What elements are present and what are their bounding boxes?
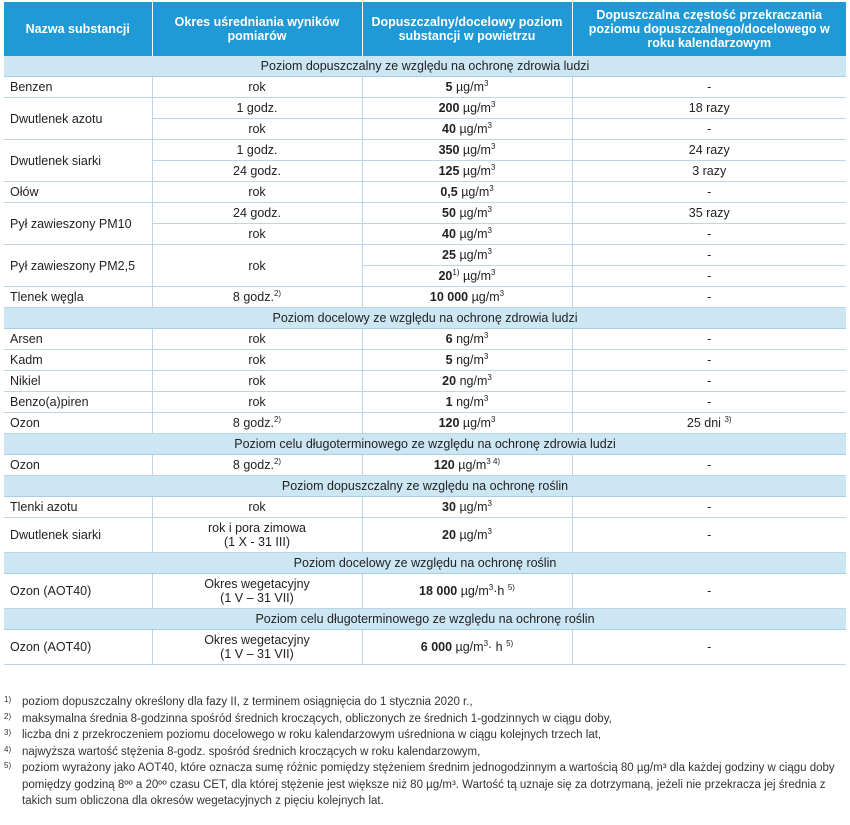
level-value xyxy=(362,413,572,434)
period-line: (1 V – 31 VII) xyxy=(220,647,294,661)
averaging-period: rok xyxy=(152,182,362,203)
footnote-ref: 2) xyxy=(273,288,282,298)
footnote-text: poziom dopuszczalny określony dla fazy II, z terminem osiągnięcia do 1 stycznia 2020 r., xyxy=(22,696,473,708)
level-unit: µg/m xyxy=(460,584,489,598)
level-unit: µg/m xyxy=(459,500,488,514)
level-unit: µg/m xyxy=(459,227,488,241)
level-value xyxy=(362,98,572,119)
footnote xyxy=(4,727,840,744)
period-text: 8 godz. xyxy=(232,416,274,430)
level-number: 50 xyxy=(442,206,456,220)
level-number: 0,5 xyxy=(440,185,458,199)
table-row xyxy=(4,630,846,665)
frequency-text: 25 dni xyxy=(686,416,721,430)
substance-name: Nikiel xyxy=(4,371,152,392)
table-row xyxy=(4,350,846,371)
level-value xyxy=(362,266,572,287)
footnote-ref: 2) xyxy=(273,414,282,424)
unit-exponent: 3 xyxy=(490,141,496,151)
averaging-period xyxy=(152,413,362,434)
exceedance-frequency: - xyxy=(572,182,846,203)
unit-exponent: 3 xyxy=(489,183,494,193)
level-number: 5 xyxy=(445,353,453,367)
footnote-ref: 5) xyxy=(507,582,515,592)
level-unit: µg/m xyxy=(462,164,491,178)
level-number: 6 000 xyxy=(420,640,453,654)
unit-exponent: 3 xyxy=(499,288,505,298)
averaging-period: 1 godz. xyxy=(152,140,362,161)
section-row xyxy=(4,609,846,630)
section-title: Poziom celu długoterminowego ze względu na ochronę roślin xyxy=(4,609,846,630)
exceedance-frequency: - xyxy=(572,630,846,665)
level-number: 350 xyxy=(438,143,460,157)
exceedance-frequency: 24 razy xyxy=(572,140,846,161)
level-number: 120 xyxy=(438,416,460,430)
level-unit: µg/m xyxy=(455,640,484,654)
substance-name: Benzo(a)piren xyxy=(4,392,152,413)
header-exceedance-frequency: Dopuszczalna częstość przekraczania poziomu dopuszczalnego/docelowego w roku kalendarzowym xyxy=(572,2,846,56)
table-row xyxy=(4,98,846,119)
level-unit: ng/m xyxy=(456,332,484,346)
level-unit: µg/m xyxy=(462,143,491,157)
level-value xyxy=(362,574,572,609)
unit-exponent: 3 xyxy=(490,99,496,109)
footnote-mark: 2) xyxy=(4,711,12,721)
level-unit: µg/m xyxy=(459,206,488,220)
averaging-period: rok xyxy=(152,497,362,518)
level-unit: µg/m xyxy=(462,416,491,430)
exceedance-frequency: 18 razy xyxy=(572,98,846,119)
table-row xyxy=(4,413,846,434)
exceedance-frequency: - xyxy=(572,574,846,609)
level-unit: µg/m xyxy=(459,528,488,542)
period-line: Okres wegetacyjny xyxy=(204,633,310,647)
averaging-period xyxy=(152,455,362,476)
footnote xyxy=(4,711,840,728)
level-unit: µg/m xyxy=(462,101,491,115)
unit-tail: ·h xyxy=(493,584,505,598)
unit-exponent: 3 xyxy=(487,498,492,508)
exceedance-frequency: - xyxy=(572,245,846,266)
level-value xyxy=(362,182,572,203)
section-title: Poziom docelowy ze względu na ochronę roślin xyxy=(4,553,846,574)
level-value xyxy=(362,119,572,140)
unit-exponent-and-footnote: 3 4) xyxy=(486,456,501,466)
level-number: 120 xyxy=(433,458,455,472)
table-row xyxy=(4,518,846,553)
section-title: Poziom docelowy ze względu na ochronę zdrowia ludzi xyxy=(4,308,846,329)
averaging-period: rok xyxy=(152,371,362,392)
level-number: 18 000 xyxy=(419,584,458,598)
exceedance-frequency: - xyxy=(572,518,846,553)
unit-exponent: 3 xyxy=(487,246,492,256)
table-row xyxy=(4,182,846,203)
exceedance-frequency: - xyxy=(572,266,846,287)
exceedance-frequency: - xyxy=(572,350,846,371)
level-value xyxy=(362,371,572,392)
exceedance-frequency: - xyxy=(572,497,846,518)
averaging-period: rok xyxy=(152,77,362,98)
section-row xyxy=(4,308,846,329)
unit-exponent: 3 xyxy=(487,120,492,130)
level-value xyxy=(362,518,572,553)
unit-exponent: 3 xyxy=(487,526,492,536)
level-number: 1 xyxy=(445,395,453,409)
footnote-ref: 1) xyxy=(452,267,460,277)
level-number: 40 xyxy=(442,227,456,241)
exceedance-frequency: - xyxy=(572,455,846,476)
level-number: 10 000 xyxy=(429,290,469,304)
level-number: 20 xyxy=(442,374,457,388)
level-number: 5 xyxy=(445,80,453,94)
exceedance-frequency: 3 razy xyxy=(572,161,846,182)
section-title: Poziom celu długoterminowego ze względu na ochronę zdrowia ludzi xyxy=(4,434,846,455)
unit-exponent: 3 xyxy=(487,204,492,214)
unit-exponent: 3 xyxy=(483,638,489,648)
period-line: rok i pora zimowa xyxy=(208,521,306,535)
footnote xyxy=(4,744,840,761)
substance-name: Arsen xyxy=(4,329,152,350)
section-row xyxy=(4,434,846,455)
level-value xyxy=(362,497,572,518)
substance-name: Ołów xyxy=(4,182,152,203)
averaging-period: 24 godz. xyxy=(152,161,362,182)
header-substance: Nazwa substancji xyxy=(4,2,152,56)
table-row xyxy=(4,140,846,161)
level-value xyxy=(362,350,572,371)
period-text: 8 godz. xyxy=(232,458,274,472)
substance-name: Pył zawieszony PM10 xyxy=(4,203,152,245)
level-value xyxy=(362,203,572,224)
footnote-mark: 5) xyxy=(4,761,12,770)
level-value xyxy=(362,224,572,245)
substance-name: Dwutlenek siarki xyxy=(4,518,152,553)
footnote-text: najwyższa wartość stężenia 8-godz. spośród średnich kroczących w roku kalendarzowym, xyxy=(22,745,481,758)
level-number: 20 xyxy=(438,269,453,283)
table-row xyxy=(4,329,846,350)
table-row xyxy=(4,392,846,413)
level-number: 200 xyxy=(438,101,460,115)
level-number: 40 xyxy=(442,122,456,136)
period-line: (1 V – 31 VII) xyxy=(220,591,294,605)
table-row xyxy=(4,77,846,98)
air-quality-standards-table xyxy=(4,2,846,665)
substance-name: Dwutlenek azotu xyxy=(4,98,152,140)
exceedance-frequency: - xyxy=(572,224,846,245)
level-unit: µg/m xyxy=(455,80,485,94)
level-number: 6 xyxy=(445,332,453,346)
substance-name: Ozon xyxy=(4,455,152,476)
exceedance-frequency: 35 razy xyxy=(572,203,846,224)
level-value xyxy=(362,161,572,182)
exceedance-frequency: - xyxy=(572,287,846,308)
level-number: 20 xyxy=(442,528,456,542)
unit-tail: · h xyxy=(488,640,503,654)
footnote-mark: 4) xyxy=(4,744,12,754)
level-unit: ng/m xyxy=(456,353,484,367)
exceedance-frequency: - xyxy=(572,371,846,392)
unit-exponent: 3 xyxy=(490,162,496,172)
unit-exponent: 3 xyxy=(488,582,494,592)
averaging-period: 1 godz. xyxy=(152,98,362,119)
substance-name: Tlenki azotu xyxy=(4,497,152,518)
level-unit: µg/m xyxy=(459,248,488,262)
table-row xyxy=(4,287,846,308)
footnote-ref: 5) xyxy=(506,638,514,648)
unit-exponent: 3 xyxy=(487,372,492,382)
averaging-period: rok xyxy=(152,119,362,140)
exceedance-frequency xyxy=(572,413,846,434)
exceedance-frequency: - xyxy=(572,392,846,413)
averaging-period: rok xyxy=(152,245,362,287)
footnote-text: maksymalna średnia 8-godzinna spośród średnich kroczących, obliczonych ze średnich 1-godzinnych w ciągu doby, xyxy=(22,712,612,725)
unit-exponent: 3 xyxy=(490,414,496,424)
footnote-text: poziom wyrażony jako AOT40, które oznacza sumę różnic pomiędzy stężeniem średnim jednogodzinnym a wartością 80 µg/m³ dla każdej godziny w ciągu doby pomiędzy godziną 8ºº a 20ºº czasu CET, dla której stężenie jest większe niż 80 µg/m³. Wartość tą uznaje się za dotrzymaną, jeżeli nie przekracza jej średnia z takich sum obliczona dla okresów wegetacyjnych z pięciu kolejnych lat. xyxy=(22,762,835,807)
footnotes xyxy=(4,694,840,810)
section-title: Poziom dopuszczalny ze względu na ochronę zdrowia ludzi xyxy=(4,56,846,77)
level-number: 25 xyxy=(442,248,456,262)
substance-name: Ozon (AOT40) xyxy=(4,630,152,665)
level-unit: ng/m xyxy=(456,395,484,409)
header-allowed-level: Dopuszczalny/docelowy poziom substancji w powietrzu xyxy=(362,2,572,56)
level-value xyxy=(362,392,572,413)
level-unit: µg/m xyxy=(461,185,490,199)
level-unit: µg/m xyxy=(459,122,488,136)
averaging-period: rok xyxy=(152,350,362,371)
level-value xyxy=(362,455,572,476)
level-value xyxy=(362,287,572,308)
level-value xyxy=(362,77,572,98)
table-row xyxy=(4,245,846,266)
substance-name: Tlenek węgla xyxy=(4,287,152,308)
exceedance-frequency: - xyxy=(572,77,846,98)
averaging-period xyxy=(152,287,362,308)
averaging-period: rok xyxy=(152,392,362,413)
substance-name: Kadm xyxy=(4,350,152,371)
unit-exponent: 3 xyxy=(484,78,489,88)
averaging-period xyxy=(152,630,362,665)
level-unit: µg/m xyxy=(463,269,492,283)
footnote xyxy=(4,760,840,810)
table-row xyxy=(4,497,846,518)
averaging-period: rok xyxy=(152,224,362,245)
unit-exponent: 3 xyxy=(483,330,489,340)
unit-exponent: 3 xyxy=(483,351,489,361)
level-unit: µg/m xyxy=(471,290,500,304)
section-row xyxy=(4,476,846,497)
substance-name: Ozon xyxy=(4,413,152,434)
period-text: 8 godz. xyxy=(232,290,274,304)
unit-exponent: 3 xyxy=(483,393,489,403)
section-row xyxy=(4,56,846,77)
exceedance-frequency: - xyxy=(572,329,846,350)
level-value xyxy=(362,140,572,161)
footnote xyxy=(4,694,840,711)
substance-name: Dwutlenek siarki xyxy=(4,140,152,182)
section-title: Poziom dopuszczalny ze względu na ochronę roślin xyxy=(4,476,846,497)
table-row xyxy=(4,455,846,476)
level-unit: µg/m xyxy=(458,458,487,472)
level-unit: ng/m xyxy=(459,374,488,388)
table-row xyxy=(4,371,846,392)
averaging-period xyxy=(152,518,362,553)
header-row xyxy=(4,2,846,56)
footnote-mark: 3) xyxy=(4,728,12,737)
unit-exponent: 3 xyxy=(491,267,496,277)
period-line: (1 X - 31 III) xyxy=(224,535,290,549)
averaging-period: 24 godz. xyxy=(152,203,362,224)
level-value xyxy=(362,630,572,665)
header-averaging-period: Okres uśredniania wyników pomiarów xyxy=(152,2,362,56)
period-line: Okres wegetacyjny xyxy=(204,577,310,591)
substance-name: Ozon (AOT40) xyxy=(4,574,152,609)
level-value xyxy=(362,245,572,266)
level-number: 30 xyxy=(442,500,456,514)
level-number: 125 xyxy=(438,164,460,178)
footnote-ref: 3) xyxy=(724,414,732,424)
averaging-period xyxy=(152,574,362,609)
table-row xyxy=(4,574,846,609)
substance-name: Benzen xyxy=(4,77,152,98)
substance-name: Pył zawieszony PM2,5 xyxy=(4,245,152,287)
footnote-ref: 2) xyxy=(273,456,282,466)
averaging-period: rok xyxy=(152,329,362,350)
footnote-mark: 1) xyxy=(4,695,12,704)
footnote-text: liczba dni z przekroczeniem poziomu docelowego w roku kalendarzowym uśredniona w ciągu kolejnych trzech lat, xyxy=(22,729,602,741)
unit-exponent: 3 xyxy=(487,225,492,235)
table-row xyxy=(4,203,846,224)
level-value xyxy=(362,329,572,350)
exceedance-frequency: - xyxy=(572,119,846,140)
section-row xyxy=(4,553,846,574)
